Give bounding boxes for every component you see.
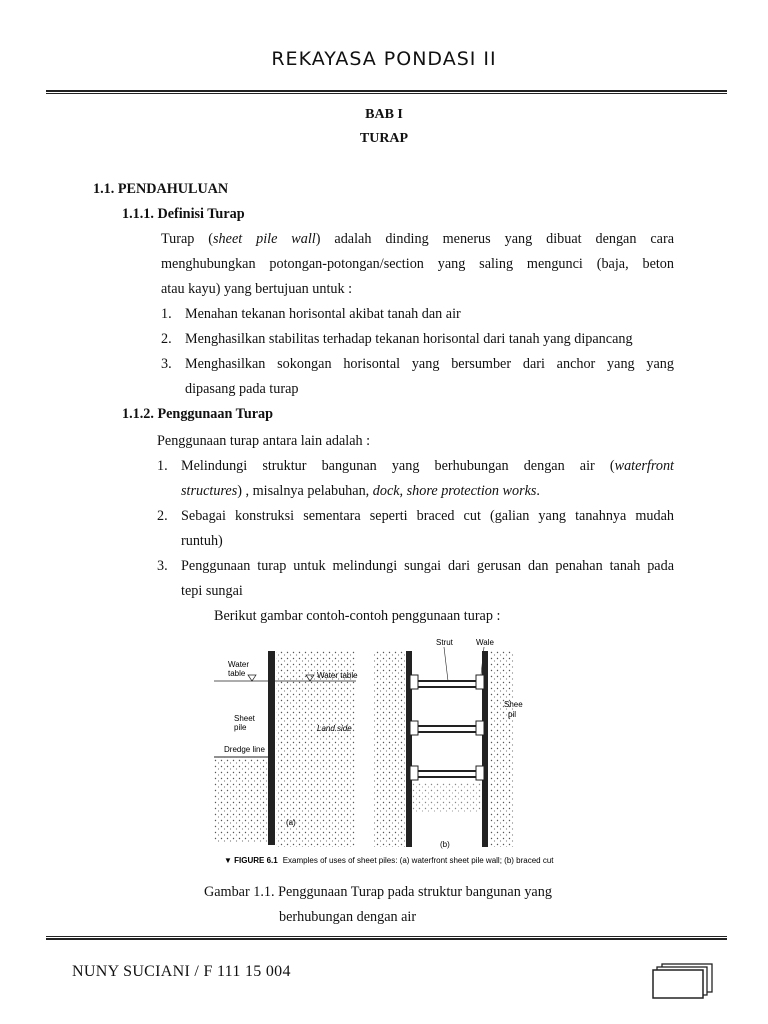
chapter-title: TURAP [359,131,409,146]
subsection-heading-penggunaan: 1.1.2. Penggunaan Turap [122,406,273,422]
label-sheet-pile-2: pile [234,723,247,732]
figure-small-caption-text: Examples of uses of sheet piles: (a) waterfront sheet pile wall; (b) braced cut [282,856,554,865]
label-sheet-pile: Sheet [234,714,255,723]
list-item: 3. Penggunaan turap untuk melindungi sungai dari gerusan dan penahan tanah pada [157,558,674,574]
list-item: 1. Menahan tekanan horisontal akibat tanah dan air [161,306,461,322]
list-item: 1. Melindungi struktur bangunan yang berhubungan dengan air (waterfront [157,458,674,474]
definition-paragraph-line-3: atau kayu) yang bertujuan untuk : [161,281,353,297]
label-land-side: Land side [317,724,352,733]
list-item: 2. Menghasilkan stabilitas terhadap tekanan horisontal dari tanah yang dipancang [161,331,633,347]
figure-label-bold: ▼ [224,856,235,865]
label-b: (b) [440,840,450,849]
figure-small-caption [224,856,554,865]
list-item-continuation: structures) , misalnya pelabuhan, dock, shore protection works. [181,483,540,499]
list-item: 3. Menghasilkan sokongan horisontal yang bersumber dari anchor yang yang [161,356,674,372]
figure-caption-line-1: Gambar 1.1. Penggunaan Turap pada struktur bangunan yang [204,884,552,900]
label-wale: Wale [476,638,494,647]
panel-b [374,638,523,849]
chapter-number: BAB I [365,107,403,122]
label-a: (a) [286,818,296,827]
footer-rule [46,936,727,940]
figure-number: FIGURE 6.1 [234,856,278,865]
label-sheet-pile-right-2: pil [508,710,517,719]
sheet-pile-figure [214,633,554,869]
figure-intro: Berikut gambar contoh-contoh penggunaan turap : [214,608,501,624]
definition-paragraph-line-1: Turap (sheet pile wall) adalah dinding menerus yang dibuat dengan cara [161,231,674,247]
label-strut: Strut [436,638,453,647]
panel-a [214,651,358,847]
label-sheet-pile-right: Shee [504,700,523,709]
label-water-table-left: Water [228,660,250,669]
label-water-table: Water table [317,671,358,680]
footer-author: NUNY SUCIANI / F 111 15 004 [72,963,291,980]
page-stack-icon [652,962,714,1000]
page-header-title: REKAYASA PONDASI II [271,48,497,70]
figure-caption-line-2: berhubungan dengan air [279,909,417,925]
subsection-heading-definisi: 1.1.1. Definisi Turap [122,206,245,222]
section-heading: 1.1. PENDAHULUAN [93,181,229,197]
usage-intro: Penggunaan turap antara lain adalah : [157,433,371,449]
list-item-continuation: runtuh) [181,533,223,549]
list-item-continuation: tepi sungai [181,583,243,599]
list-item-continuation: dipasang pada turap [185,381,299,397]
header-rule [46,90,727,94]
definition-paragraph-line-2: menghubungkan potongan-potongan/section yang saling mengunci (baja, beton [161,256,674,272]
list-item: 2. Sebagai konstruksi sementara seperti braced cut (galian yang tanahnya mudah [157,508,674,524]
label-dredge-line: Dredge line [224,745,265,754]
label-water-table-left-2: table [228,669,246,678]
